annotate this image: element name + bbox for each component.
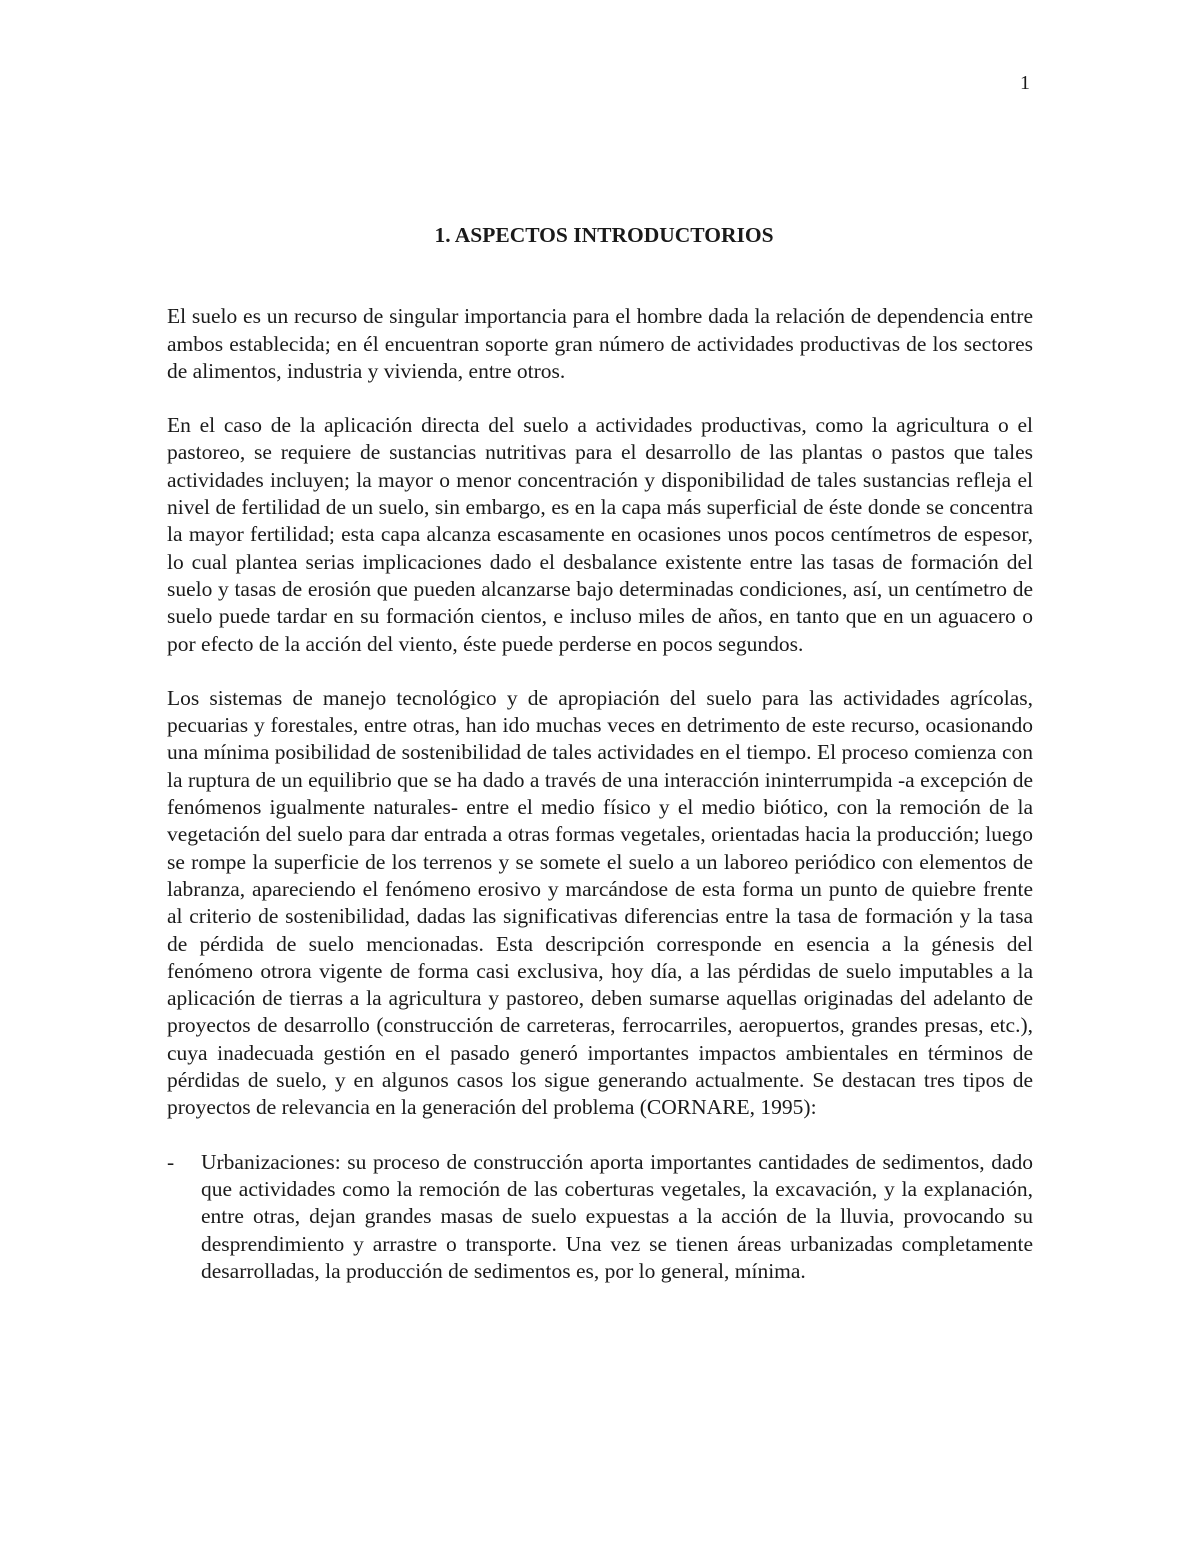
section-title: 1. ASPECTOS INTRODUCTORIOS xyxy=(434,223,774,247)
paragraph: Los sistemas de manejo tecnológico y de apropiación del suelo para las actividades agrícolas, pecuarias y forestales, entre otras, han ido muchas veces en detrimento de este recurso, ocasionando una mínima posibilidad de sostenibilidad de tales actividades en el tiempo. El proceso comienza con la ruptura de un equilibrio que se ha dado a través de una interacción ininterrumpida -a excepción de fenómenos igualmente naturales- entre el medio físico y el medio biótico, con la remoción de la vegetación del suelo para dar entrada a otras formas vegetales, orientadas hacia la producción; luego se rompe la superficie de los terrenos y se somete el suelo a un laboreo periódico con elementos de labranza, apareciendo el fenómeno erosivo y marcándose de esta forma un punto de quiebre frente al criterio de sostenibilidad, dadas las significativas diferencias entre la tasa de formación y la tasa de pérdida de suelo mencionadas. Esta descripción corresponde en esencia a la génesis del fenómeno otrora vigente de forma casi exclusiva, hoy día, a las pérdidas de suelo imputables a la aplicación de tierras a la agricultura y pastoreo, deben sumarse aquellas originadas del adelanto de proyectos de desarrollo (construcción de carreteras, ferrocarriles, aeropuertos, grandes presas, etc.), cuya inadecuada gestión en el pasado generó importantes impactos ambientales en términos de pérdidas de suelo, y en algunos casos los sigue generando actualmente. Se destacan tres tipos de proyectos de relevancia en la generación del problema (CORNARE, 1995): xyxy=(167,685,1033,1120)
paragraph: El suelo es un recurso de singular importancia para el hombre dada la relación de dependencia entre ambos establecida; en él encuentran soporte gran número de actividades productivas de los sectores de alimentos, industria y vivienda, entre otros. xyxy=(167,304,1033,383)
document-body xyxy=(167,222,1033,1285)
paragraph: En el caso de la aplicación directa del suelo a actividades productivas, como la agricultura o el pastoreo, se requiere de sustancias nutritivas para el desarrollo de las plantas o pastos que tales actividades incluyen; la mayor o menor concentración y disponibilidad de tales sustancias refleja el nivel de fertilidad de un suelo, sin embargo, es en la capa más superficial de éste donde se concentra la mayor fertilidad; esta capa alcanza escasamente en ocasiones unos pocos centímetros de espesor, lo cual plantea serias implicaciones dado el desbalance existente entre las tasas de formación del suelo y tasas de erosión que pueden alcanzarse bajo determinadas condiciones, así, un centímetro de suelo puede tardar en su formación cientos, e incluso miles de años, en tanto que en un aguacero o por efecto de la acción del viento, éste puede perderse en pocos segundos. xyxy=(167,413,1033,656)
page-number: 1 xyxy=(1020,72,1030,94)
list-item-text: Urbanizaciones: su proceso de construcción aporta importantes cantidades de sedimentos, dado que actividades como la remoción de las coberturas vegetales, la excavación, y la explanación, entre otras, dejan grandes masas de suelo expuestas a la acción de la lluvia, provocando su desprendimiento y arrastre o transporte. Una vez se tienen áreas urbanizadas completamente desarrolladas, la producción de sedimentos es, por lo general, mínima. xyxy=(201,1149,1033,1283)
list-item xyxy=(167,1149,1033,1285)
list-bullet: - xyxy=(167,1149,175,1174)
